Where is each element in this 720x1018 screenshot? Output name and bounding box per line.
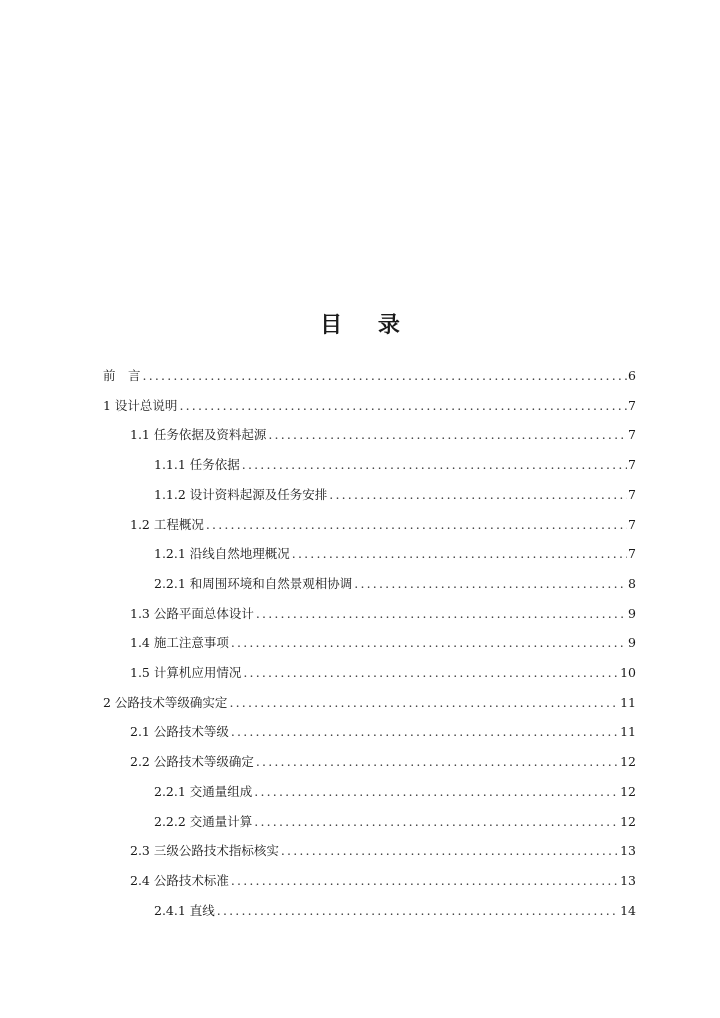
toc-entry-page: 6 (628, 368, 636, 383)
toc-dot-leader (217, 900, 619, 922)
toc-entry-label: 2 公路技术等级确实定 (103, 694, 228, 710)
toc-entry-label: 前 言 (103, 368, 141, 383)
toc-dot-leader (229, 692, 619, 714)
toc-entry-page: 10 (620, 665, 636, 680)
toc-entry-label: 1.1.1 任务依据 (154, 457, 240, 473)
toc-entry[interactable] (154, 573, 636, 595)
toc-dot-leader (256, 603, 627, 625)
toc-entry[interactable] (130, 721, 636, 743)
toc-entry-page: 11 (620, 694, 636, 710)
toc-entry-label: 2.3 三级公路技术指标核实 (130, 843, 279, 859)
toc-entry-page: 11 (620, 724, 636, 740)
toc-entry[interactable] (130, 751, 636, 773)
toc-entry-page: 9 (628, 635, 636, 651)
toc-dot-leader (254, 811, 619, 833)
toc-entry[interactable] (154, 454, 636, 476)
toc-dot-leader (254, 781, 619, 803)
toc-dot-leader (268, 424, 627, 446)
toc-dot-leader (292, 543, 627, 565)
toc-entry[interactable] (154, 781, 636, 803)
toc-entry-page: 7 (628, 457, 636, 473)
toc-entry-label: 1.5 计算机应用情况 (130, 665, 242, 680)
toc-dot-leader (243, 662, 619, 684)
toc-dot-leader (231, 870, 619, 892)
toc-entry-label: 1.1.2 设计资料起源及任务安排 (154, 486, 328, 502)
toc-entry-label: 1.4 施工注意事项 (130, 635, 229, 651)
toc-dot-leader (231, 721, 619, 743)
toc-entry-page: 7 (628, 516, 636, 532)
toc-entry-label: 2.2.2 交通量计算 (154, 813, 253, 829)
toc-entry-label: 2.4.1 直线 (154, 902, 215, 918)
toc-dot-leader (206, 514, 627, 536)
toc-entry-page: 9 (628, 605, 636, 621)
toc-entry[interactable] (154, 811, 636, 833)
toc-entry-label: 2.1 公路技术等级 (130, 724, 229, 740)
toc-entry-page: 12 (620, 813, 636, 829)
toc-entry-page: 13 (620, 872, 636, 888)
toc-title: 目 录 (320, 313, 414, 338)
toc-entry-page: 13 (620, 843, 636, 859)
toc-dot-leader (256, 751, 619, 773)
toc-entry[interactable] (103, 692, 636, 714)
toc-entry[interactable] (130, 870, 636, 892)
toc-entry[interactable] (154, 900, 636, 922)
toc-entry-label: 1.3 公路平面总体设计 (130, 605, 254, 621)
toc-dot-leader (354, 573, 627, 595)
toc-dot-leader (179, 395, 627, 417)
toc-entry-page: 8 (628, 575, 636, 591)
toc-entry-page: 12 (620, 783, 636, 799)
toc-entry-page: 7 (628, 427, 636, 443)
toc-entry[interactable] (130, 603, 636, 625)
toc-dot-leader (281, 840, 619, 862)
toc-dot-leader (242, 454, 627, 476)
toc-entry-label: 1.2.1 沿线自然地理概况 (154, 546, 290, 562)
toc-entry[interactable] (154, 484, 636, 506)
toc-entry-page: 7 (628, 546, 636, 562)
toc-entry[interactable] (130, 514, 636, 536)
toc-entry-label: 1.2 工程概况 (130, 516, 204, 532)
toc-dot-leader (329, 484, 627, 506)
toc-entry-label: 2.2.1 和周围环境和自然景观相协调 (154, 575, 353, 591)
toc-entry-label: 1.1 任务依据及资料起源 (130, 427, 267, 443)
toc-dot-leader (143, 365, 628, 387)
toc-entry[interactable] (103, 365, 636, 387)
toc-dot-leader (231, 632, 627, 654)
toc-entry-page: 14 (620, 902, 636, 918)
toc-entry-label: 2.2.1 交通量组成 (154, 783, 253, 799)
toc-entry[interactable] (130, 840, 636, 862)
toc-entry[interactable] (130, 662, 636, 684)
toc-entry-page: 7 (628, 486, 636, 502)
toc-entry-label: 2.2 公路技术等级确定 (130, 754, 254, 770)
toc-entry-page: 7 (628, 397, 636, 413)
toc-entry[interactable] (130, 632, 636, 654)
toc-entry-label: 1 设计总说明 (103, 397, 178, 413)
toc-entry[interactable] (154, 543, 636, 565)
toc-entry-label: 2.4 公路技术标准 (130, 872, 229, 888)
toc-entry-page: 12 (620, 754, 636, 770)
toc-entry[interactable] (103, 395, 636, 417)
toc-entry[interactable] (130, 424, 636, 446)
